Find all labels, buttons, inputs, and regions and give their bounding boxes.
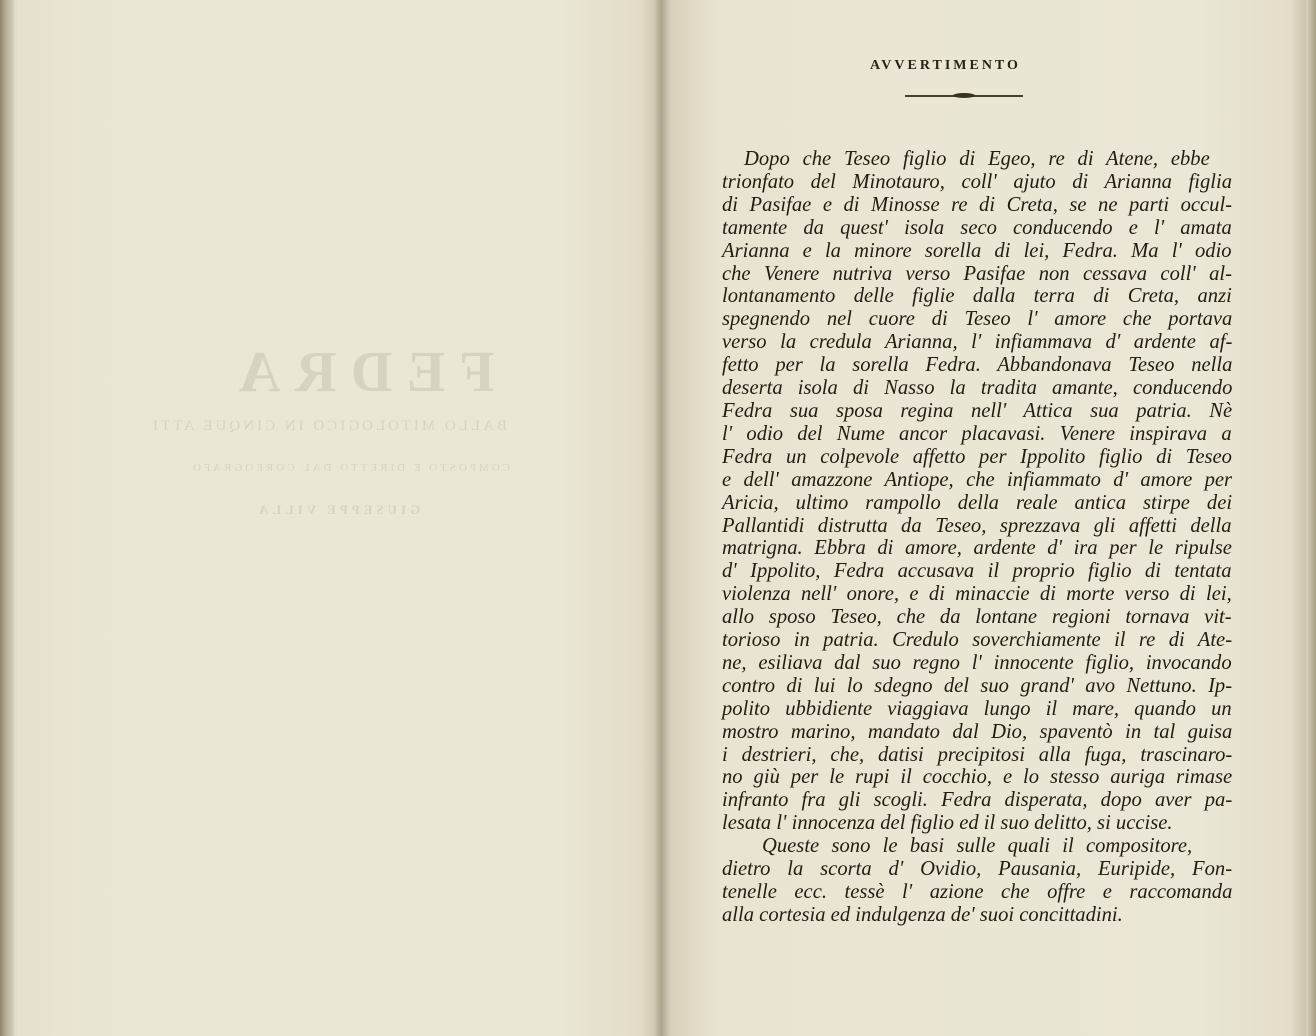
text-line: violenza nell' onore, e di minaccie di morte verso di lei, [722, 583, 1232, 606]
text-line: Fedra un colpevole affetto per Ippolito figlio di Teseo [722, 445, 1232, 468]
text-line: Pallantidi distrutta da Teseo, sprezzava gli affetti della [722, 514, 1232, 537]
text-line: che Venere nutriva verso Pasifae non cessava coll' al- [722, 262, 1232, 285]
text-line: allo sposo Teseo, che da lontane regioni tornava vit- [722, 606, 1232, 629]
text-line: torioso in patria. Credulo soverchiamente il re di Ate- [722, 629, 1233, 652]
text-line: polito ubbidiente viaggiava lungo il mare, quando un [722, 697, 1232, 720]
text-line: no giù per le rupi il cocchio, e lo stesso auriga rimase [722, 766, 1233, 789]
text-line: spegnendo nel cuore di Teseo l' amore che portava [722, 308, 1233, 331]
text-line: Queste sono le basi sulle quali il compositore, [762, 835, 1193, 858]
book-right-edge [1306, 0, 1316, 1036]
text-line: tamente da quest' isola seco conducendo e l' amata [722, 216, 1232, 239]
text-line: trionfato del Minotauro, coll' ajuto di Arianna figlia [722, 170, 1233, 193]
text-line: contro di lui lo sdegno del suo grand' avo Nettuno. Ip- [722, 674, 1233, 697]
body-text [722, 148, 1232, 927]
text-line: matrigna. Ebbra di amore, ardente d' ira per le ripulse [722, 537, 1232, 560]
text-line: deserta isola di Nasso la tradita amante, conducendo [722, 377, 1233, 400]
text-line: lesata l' innocenza del figlio ed il suo delitto, si uccise. [722, 812, 1173, 835]
text-line: Dopo che Teseo figlio di Egeo, re di Atene, ebbe [744, 148, 1210, 170]
text-line: i destrieri, che, datisi precipitosi alla fuga, trascinaro- [722, 743, 1233, 766]
text-line: l' odio del Nume ancor placavasi. Venere inspirava a [722, 422, 1232, 445]
text-line: verso la credula Arianna, l' infiammava d' ardente af- [722, 331, 1233, 354]
book-gutter [654, 0, 670, 1036]
ornamental-rule [905, 95, 1023, 97]
text-line: lontanamento delle figlie dalla terra di Creta, anzi [722, 285, 1232, 308]
book-left-edge [0, 0, 14, 1036]
text-line: ne, esiliava dal suo regno l' innocente figlio, invocando [722, 651, 1232, 674]
bleed-through-credit: COMPOSTO E DIRETTO DAL COREOGRAFO [190, 462, 511, 474]
text-line: e dell' amazzone Antiope, che infiammato d' amore per [722, 468, 1233, 491]
bleed-through-title: FEDRA [225, 339, 495, 404]
text-line: dietro la scorta d' Ovidio, Pausania, Euripide, Fon- [722, 858, 1233, 881]
page-heading: AVVERTIMENTO [870, 58, 1021, 73]
text-line: alla cortesia ed indulgenza de' suoi concittadini. [722, 903, 1123, 926]
bleed-through-subtitle: BALLO MITOLOGICO IN CINQUE ATTI [150, 418, 507, 434]
text-line: tenelle ecc. tessè l' azione che offre e raccomanda [722, 881, 1233, 903]
text-line: mostro marino, mandato dal Dio, spaventò in tal guisa [722, 720, 1233, 743]
text-line: fetto per la sorella Fedra. Abbandonava Teseo nella [722, 354, 1233, 377]
text-line: Arianna e la minore sorella di lei, Fedra. Ma l' odio [722, 239, 1232, 262]
paragraph-2 [722, 835, 1232, 927]
text-line: d' Ippolito, Fedra accusava il proprio figlio di tentata [722, 560, 1232, 583]
bleed-through-author: GIUSEPPE VILLA [255, 502, 421, 517]
paragraph-1 [722, 148, 1232, 835]
text-line: Aricia, ultimo rampollo della reale antica stirpe dei [722, 491, 1233, 514]
text-line: di Pasifae e di Minosse re di Creta, se ne parti occul- [722, 193, 1233, 216]
text-line: Fedra sua sposa regina nell' Attica sua patria. Nè [722, 399, 1233, 422]
text-line: infranto fra gli scogli. Fedra disperata, dopo aver pa- [722, 789, 1233, 812]
